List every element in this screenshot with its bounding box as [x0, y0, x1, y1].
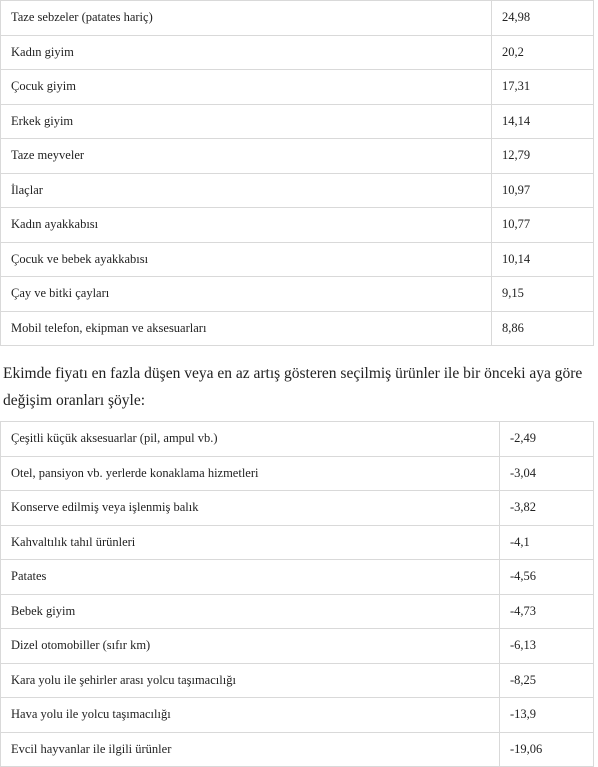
item-label: İlaçlar [1, 173, 492, 208]
table-row [1, 629, 594, 664]
table-row [1, 732, 594, 767]
item-label: Çocuk ve bebek ayakkabısı [1, 242, 492, 277]
table-row [1, 491, 594, 526]
table-row [1, 311, 594, 346]
item-value: 8,86 [492, 311, 594, 346]
item-label: Hava yolu ile yolcu taşımacılığı [1, 698, 500, 733]
item-value: 9,15 [492, 277, 594, 312]
item-value: -4,73 [500, 594, 594, 629]
item-label: Taze sebzeler (patates hariç) [1, 1, 492, 36]
item-label: Patates [1, 560, 500, 595]
item-value: -19,06 [500, 732, 594, 767]
item-label: Kadın giyim [1, 35, 492, 70]
table-row [1, 663, 594, 698]
item-label: Bebek giyim [1, 594, 500, 629]
intro-paragraph: Ekimde fiyatı en fazla düşen veya en az artış gösteren seçilmiş ürünler ile bir önceki aya göre değişim oranları şöyle: [3, 365, 583, 409]
item-label: Dizel otomobiller (sıfır km) [1, 629, 500, 664]
item-value: -4,1 [500, 525, 594, 560]
item-value: 10,77 [492, 208, 594, 243]
table-row [1, 208, 594, 243]
item-value: -13,9 [500, 698, 594, 733]
item-value: 10,97 [492, 173, 594, 208]
item-label: Kara yolu ile şehirler arası yolcu taşımacılığı [1, 663, 500, 698]
item-value: 12,79 [492, 139, 594, 174]
item-value: 24,98 [492, 1, 594, 36]
item-value: 10,14 [492, 242, 594, 277]
table-row [1, 70, 594, 105]
table-row [1, 456, 594, 491]
item-value: -4,56 [500, 560, 594, 595]
item-label: Kadın ayakkabısı [1, 208, 492, 243]
item-label: Mobil telefon, ekipman ve aksesuarları [1, 311, 492, 346]
table-row [1, 277, 594, 312]
table-row [1, 139, 594, 174]
item-value: -6,13 [500, 629, 594, 664]
item-value: 17,31 [492, 70, 594, 105]
item-value: -3,82 [500, 491, 594, 526]
item-label: Çeşitli küçük aksesuarlar (pil, ampul vb.) [1, 422, 500, 457]
item-value: 14,14 [492, 104, 594, 139]
table-row [1, 35, 594, 70]
price-increase-table [0, 0, 594, 346]
item-label: Evcil hayvanlar ile ilgili ürünler [1, 732, 500, 767]
table-row [1, 560, 594, 595]
item-label: Otel, pansiyon vb. yerlerde konaklama hizmetleri [1, 456, 500, 491]
table-row [1, 1, 594, 36]
item-label: Erkek giyim [1, 104, 492, 139]
item-value: 20,2 [492, 35, 594, 70]
item-label: Kahvaltılık tahıl ürünleri [1, 525, 500, 560]
table-row [1, 698, 594, 733]
item-value: -3,04 [500, 456, 594, 491]
table-row [1, 242, 594, 277]
table-row [1, 104, 594, 139]
item-label: Konserve edilmiş veya işlenmiş balık [1, 491, 500, 526]
table-row [1, 422, 594, 457]
item-label: Çocuk giyim [1, 70, 492, 105]
item-label: Taze meyveler [1, 139, 492, 174]
item-value: -8,25 [500, 663, 594, 698]
table-row [1, 173, 594, 208]
table-row [1, 594, 594, 629]
item-label: Çay ve bitki çayları [1, 277, 492, 312]
price-decrease-table [0, 421, 594, 767]
item-value: -2,49 [500, 422, 594, 457]
table-row [1, 525, 594, 560]
